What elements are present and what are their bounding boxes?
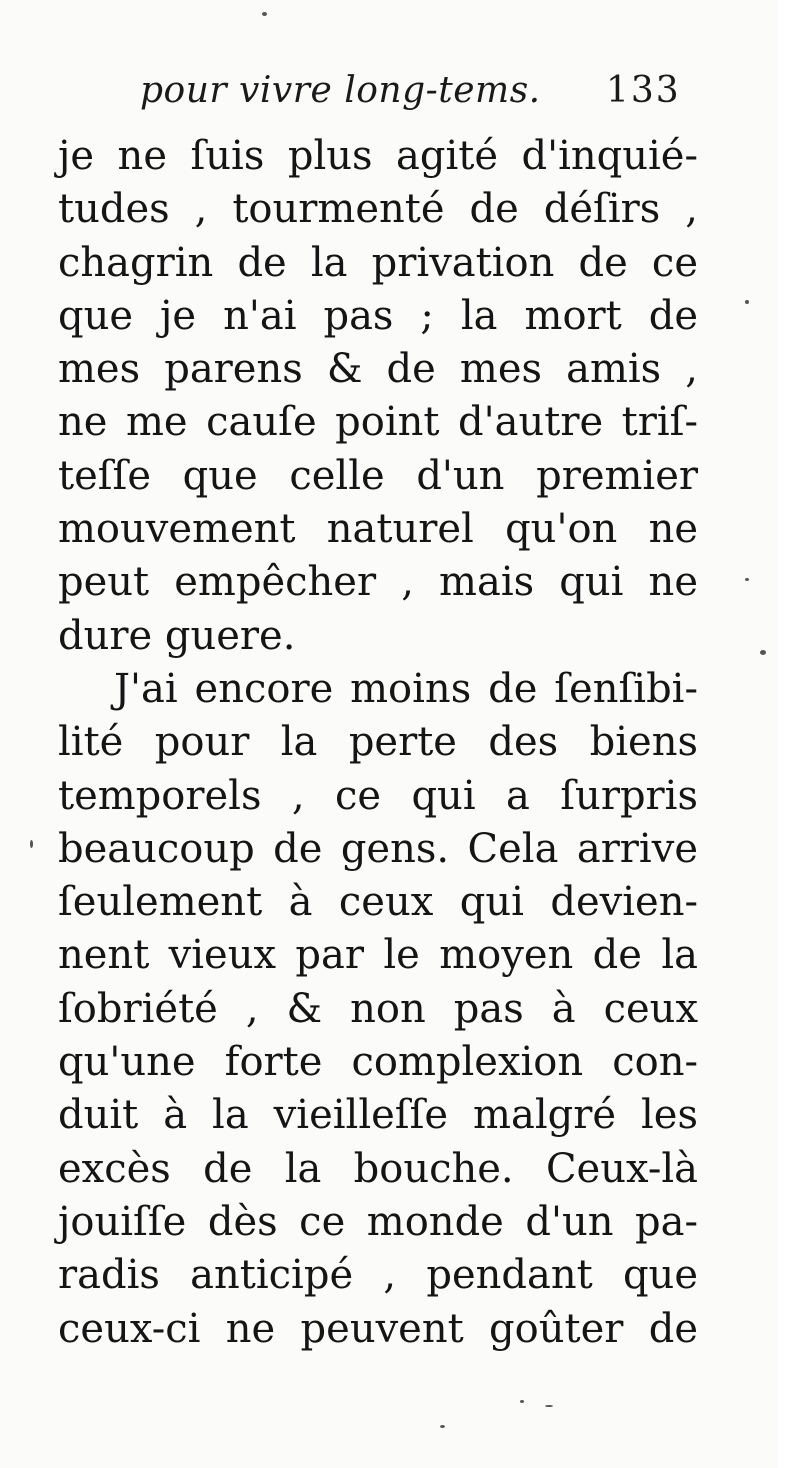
running-head: pour vivre long-tems. (140, 70, 541, 111)
text-line: mes parens & de mes amis , (58, 346, 698, 393)
body-text (58, 130, 698, 1356)
text-line: peut empêcher , mais qui ne (58, 559, 698, 606)
text-line: lité pour la perte des biens (58, 719, 698, 766)
speck (520, 1400, 524, 1403)
text-line: mouvement naturel qu'on ne (58, 506, 698, 553)
text-line: ſobriété , & non pas à ceux (58, 985, 698, 1032)
text-line: ſeulement à ceux qui devien- (58, 879, 698, 926)
text-line: duit à la vieilleſſe malgré les (58, 1092, 698, 1139)
page-header (140, 70, 700, 120)
text-line: beaucoup de gens. Cela arrive (58, 825, 698, 872)
text-line: que je n'ai pas ; la mort de (58, 292, 698, 339)
speck (760, 650, 766, 655)
speck (440, 1425, 445, 1428)
text-line: radis anticipé , pendant que (58, 1252, 698, 1299)
page-number: 133 (606, 70, 681, 111)
text-line: chagrin de la privation de ce (58, 239, 698, 286)
text-line: teſſe que celle d'un premier (58, 452, 698, 499)
speck (262, 12, 267, 16)
text-line: je ne ſuis plus agité d'inquié- (58, 133, 698, 179)
page-edge (778, 0, 800, 1468)
text-line: tudes , tourmenté de déſirs , (58, 186, 698, 233)
text-line: qu'une forte complexion con- (58, 1039, 698, 1086)
text-line: excès de la bouche. Ceux-là (58, 1145, 698, 1192)
text-line: nent vieux par le moyen de la (58, 932, 698, 979)
text-line: ne me cauſe point d'autre triſ- (58, 399, 698, 446)
speck (30, 840, 33, 848)
text-line: jouiſſe dès ce monde d'un pa- (58, 1198, 698, 1245)
text-line: ceux-ci ne peuvent goûter de (58, 1305, 698, 1352)
text-line: dure guere. (58, 612, 296, 659)
paragraph-start-line: J'ai encore moins de ſenſibi- (114, 665, 698, 712)
speck (745, 300, 749, 304)
text-line: temporels , ce qui a ſurpris (58, 772, 698, 819)
speck (745, 578, 749, 581)
speck (545, 1405, 553, 1407)
